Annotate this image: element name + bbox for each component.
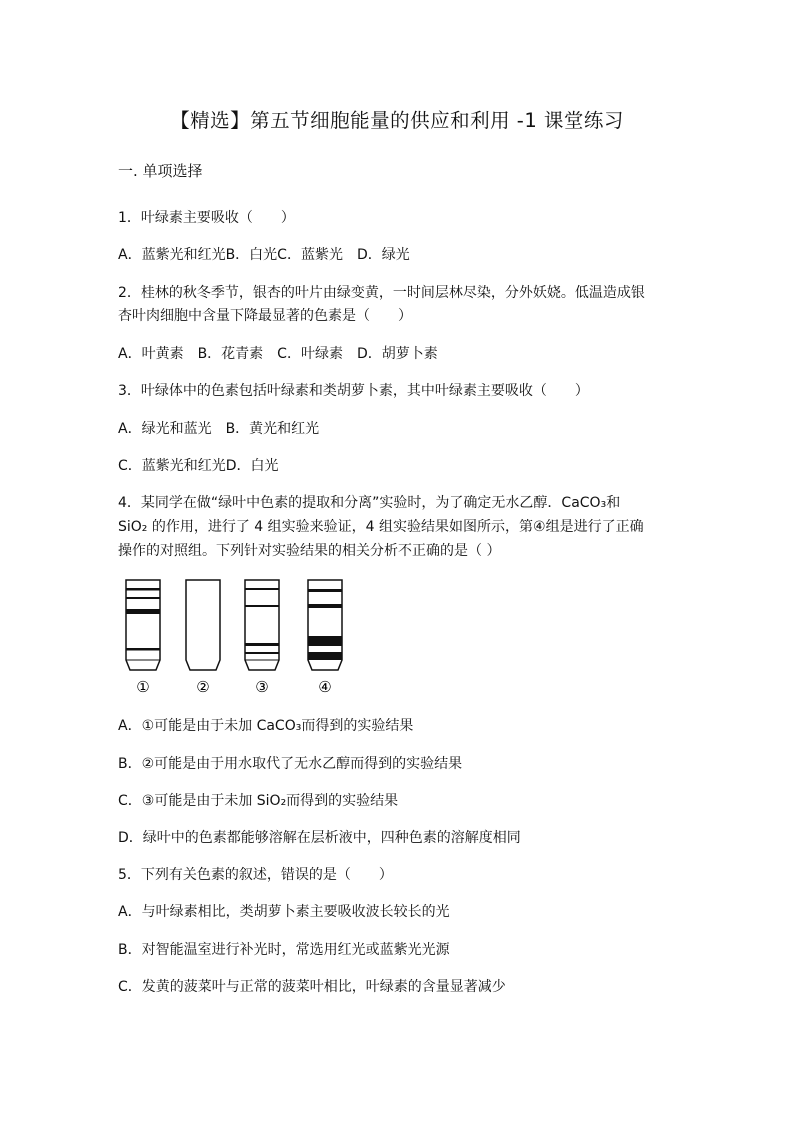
pigment-band	[245, 605, 279, 607]
pigment-band	[245, 643, 279, 646]
page-title: 【精选】第五节细胞能量的供应和利用 -1 课堂练习	[170, 109, 624, 132]
question-5-option-a: A．与叶绿素相比，类胡萝卜素主要吸收波长较长的光	[118, 904, 450, 920]
question-5-option-c: C．发黄的菠菜叶与正常的菠菜叶相比，叶绿素的含量显著减少	[118, 979, 506, 995]
pigment-band	[245, 652, 279, 654]
pigment-band	[308, 604, 342, 608]
question-4-stem-line-2: SiO₂ 的作用，进行了 4 组实验来验证，4 组实验结果如图所示，第④组是进行了正确	[118, 519, 644, 535]
question-stem: 下列有关色素的叙述，错误的是（ ）	[140, 867, 393, 883]
question-number: 2．	[118, 285, 141, 301]
question-number: 4．	[118, 495, 141, 511]
pigment-band	[126, 648, 160, 651]
filter-paper-strip-4	[308, 580, 342, 670]
question-2-options: A．叶黄素 B．花青素 C．叶绿素 D．胡萝卜素	[118, 346, 438, 362]
filter-paper-strip-2	[186, 580, 220, 670]
question-stem: 叶绿素主要吸收（ ）	[140, 210, 295, 226]
question-1	[118, 207, 678, 229]
question-4	[118, 492, 678, 514]
chromatography-figure	[118, 574, 358, 699]
question-stem: 叶绿体中的色素包括叶绿素和类胡萝卜素，其中叶绿素主要吸收（ ）	[140, 383, 589, 399]
question-2	[118, 282, 678, 304]
pigment-band	[308, 652, 342, 660]
pigment-band	[308, 589, 342, 592]
figure-label-4: ④	[318, 678, 332, 696]
pigment-band	[245, 588, 279, 590]
pigment-band	[126, 588, 160, 591]
figure-label-2: ②	[196, 678, 210, 696]
figure-label-3: ③	[255, 678, 269, 696]
question-4-option-c: C．③可能是由于未加 SiO₂而得到的实验结果	[118, 793, 399, 809]
pigment-band	[126, 597, 160, 599]
question-5	[118, 864, 678, 886]
question-2-stem-line-2: 杏叶肉细胞中含量下降最显著的色素是（ ）	[118, 308, 412, 324]
question-4-option-a: A．①可能是由于未加 CaCO₃而得到的实验结果	[118, 718, 414, 734]
section-heading: 一. 单项选择	[118, 162, 203, 180]
question-stem-line: 桂林的秋冬季节，银杏的叶片由绿变黄，一时间层林尽染，分外妖娆。低温造成银	[140, 285, 645, 301]
figure-label-1: ①	[136, 678, 150, 696]
question-3	[118, 380, 678, 402]
filter-paper-strip-1	[126, 580, 160, 670]
question-4-option-d: D．绿叶中的色素都能够溶解在层析液中，四种色素的溶解度相同	[118, 830, 521, 846]
question-number: 3．	[118, 383, 141, 399]
question-number: 5．	[118, 867, 141, 883]
question-number: 1．	[118, 210, 141, 226]
question-3-option-line-2: C．蓝紫光和红光D．白光	[118, 458, 279, 474]
question-stem-line: 某同学在做“绿叶中色素的提取和分离”实验时，为了确定无水乙醇．CaCO₃和	[140, 495, 621, 511]
question-4-stem-line-3: 操作的对照组。下列针对实验结果的相关分析不正确的是（ ）	[118, 543, 501, 559]
pigment-band	[308, 636, 342, 646]
question-1-options: A．蓝紫光和红光B．白光C．蓝紫光 D．绿光	[118, 247, 410, 263]
pigment-band	[126, 609, 160, 614]
filter-paper-strip-3	[245, 580, 279, 670]
question-4-option-b: B．②可能是由于用水取代了无水乙醇而得到的实验结果	[118, 756, 463, 772]
question-3-option-line-1: A．绿光和蓝光 B．黄光和红光	[118, 421, 320, 437]
question-5-option-b: B．对智能温室进行补光时，常选用红光或蓝紫光光源	[118, 942, 450, 958]
